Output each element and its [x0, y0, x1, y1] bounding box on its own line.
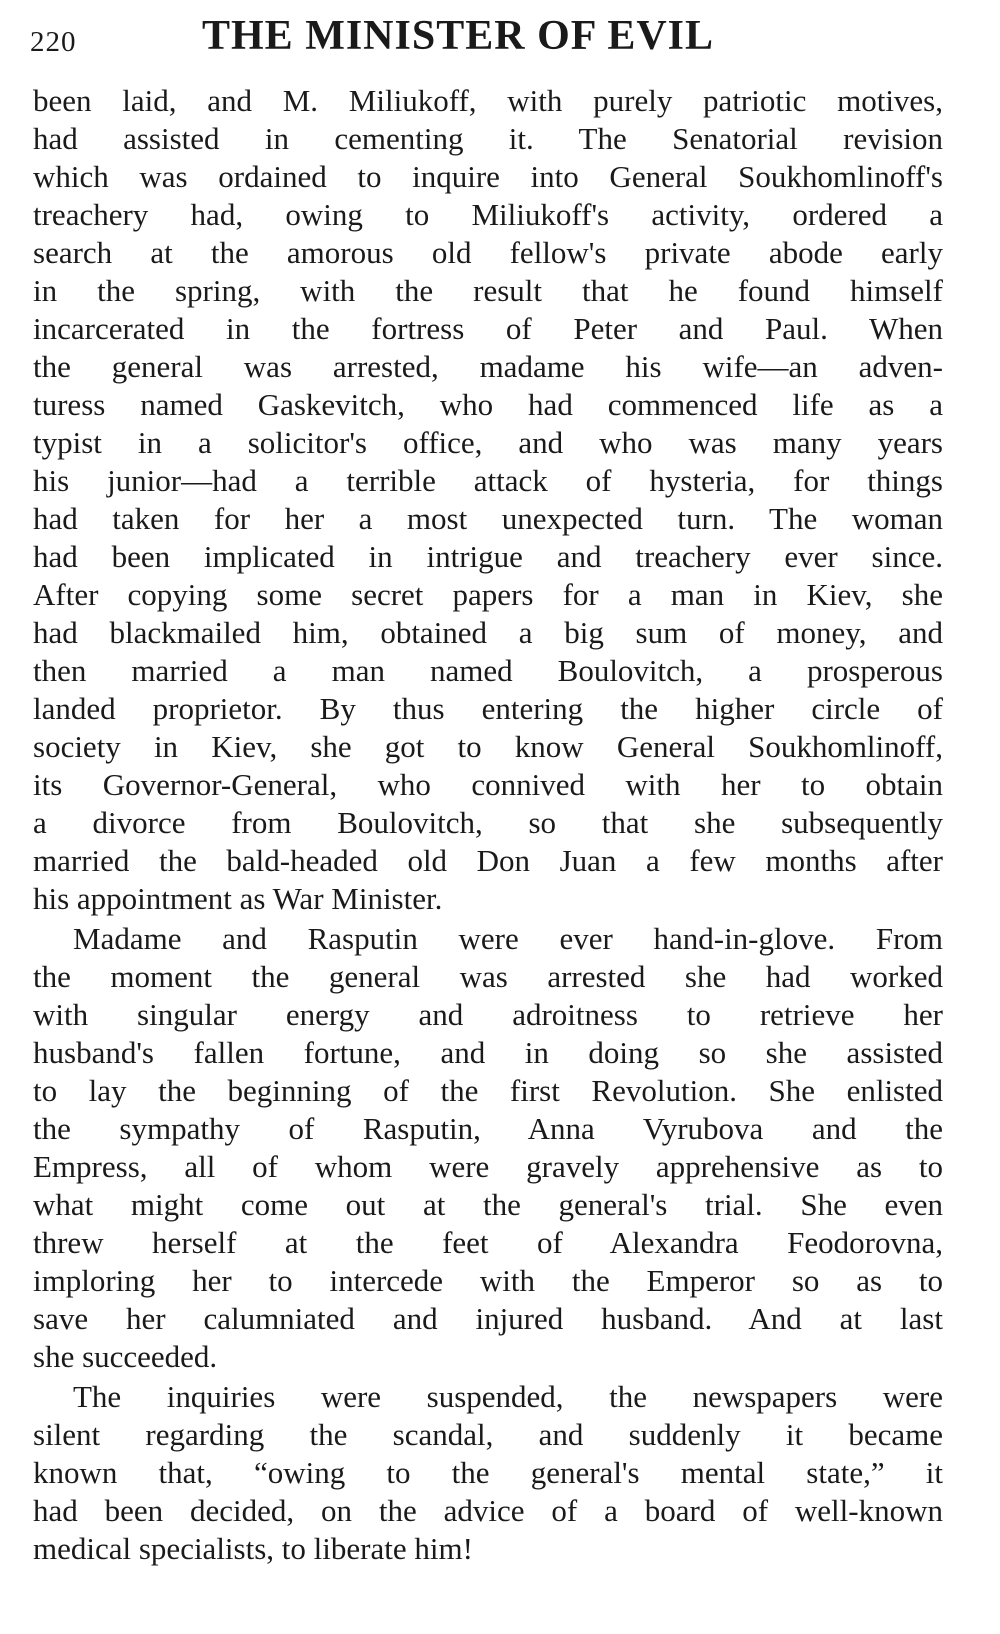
- text-line: Empress, all of whom were gravely apprehensive as to: [33, 1149, 943, 1184]
- running-head: THE MINISTER OF EVIL: [202, 13, 715, 59]
- text-line: which was ordained to inquire into General Soukhomlinoff's: [33, 159, 943, 194]
- paragraph: [33, 920, 943, 1376]
- text-line: its Governor-General, who connived with her to obtain: [33, 767, 943, 802]
- text-line: treachery had, owing to Miliukoff's activity, ordered a: [33, 197, 943, 232]
- text-line: his appointment as War Minister.: [33, 881, 443, 916]
- text-line: what might come out at the general's trial. She even: [33, 1187, 943, 1222]
- text-line: married the bald-headed old Don Juan a few months after: [33, 843, 943, 878]
- text-line: a divorce from Boulovitch, so that she subsequently: [33, 805, 943, 840]
- text-line: The inquiries were suspended, the newspapers were: [73, 1379, 943, 1414]
- text-line: landed proprietor. By thus entering the higher circle of: [33, 691, 943, 726]
- text-line: the moment the general was arrested she had worked: [33, 959, 943, 994]
- text-line: with singular energy and adroitness to retrieve her: [33, 997, 943, 1032]
- text-line: silent regarding the scandal, and suddenly it became: [33, 1417, 943, 1452]
- text-line: typist in a solicitor's office, and who was many years: [33, 425, 943, 460]
- page-number: 220: [30, 26, 77, 58]
- text-line: had assisted in cementing it. The Senatorial revision: [33, 121, 943, 156]
- text-line: incarcerated in the fortress of Peter and Paul. When: [33, 311, 943, 346]
- text-line: then married a man named Boulovitch, a prosperous: [33, 653, 943, 688]
- text-line: the general was arrested, madame his wife—an adven-: [33, 349, 943, 384]
- text-line: his junior—had a terrible attack of hysteria, for things: [33, 463, 943, 498]
- text-line: medical specialists, to liberate him!: [33, 1531, 473, 1566]
- text-line: save her calumniated and injured husband. And at last: [33, 1301, 943, 1336]
- text-line: had been decided, on the advice of a board of well-known: [33, 1493, 943, 1528]
- paragraph: [33, 1378, 943, 1568]
- text-line: had blackmailed him, obtained a big sum of money, and: [33, 615, 943, 650]
- text-line: threw herself at the feet of Alexandra Feodorovna,: [33, 1225, 943, 1260]
- text-line: been laid, and M. Miliukoff, with purely patriotic motives,: [33, 83, 943, 118]
- paragraph: [33, 82, 943, 918]
- text-line: the sympathy of Rasputin, Anna Vyrubova and the: [33, 1111, 943, 1146]
- text-line: search at the amorous old fellow's private abode early: [33, 235, 943, 270]
- text-line: husband's fallen fortune, and in doing so she assisted: [33, 1035, 943, 1070]
- text-line: imploring her to intercede with the Emperor so as to: [33, 1263, 943, 1298]
- page-header: [30, 10, 960, 70]
- text-line: had taken for her a most unexpected turn. The woman: [33, 501, 943, 536]
- text-line: to lay the beginning of the first Revolution. She enlisted: [33, 1073, 943, 1108]
- text-line: in the spring, with the result that he found himself: [33, 273, 943, 308]
- text-line: society in Kiev, she got to know General Soukhomlinoff,: [33, 729, 943, 764]
- text-line: After copying some secret papers for a man in Kiev, she: [33, 577, 943, 612]
- body-text: [33, 82, 943, 1568]
- text-line: Madame and Rasputin were ever hand-in-glove. From: [73, 921, 943, 956]
- text-line: she succeeded.: [33, 1339, 218, 1374]
- text-line: known that, “owing to the general's mental state,” it: [33, 1455, 943, 1490]
- text-line: had been implicated in intrigue and treachery ever since.: [33, 539, 943, 574]
- text-line: turess named Gaskevitch, who had commenced life as a: [33, 387, 943, 422]
